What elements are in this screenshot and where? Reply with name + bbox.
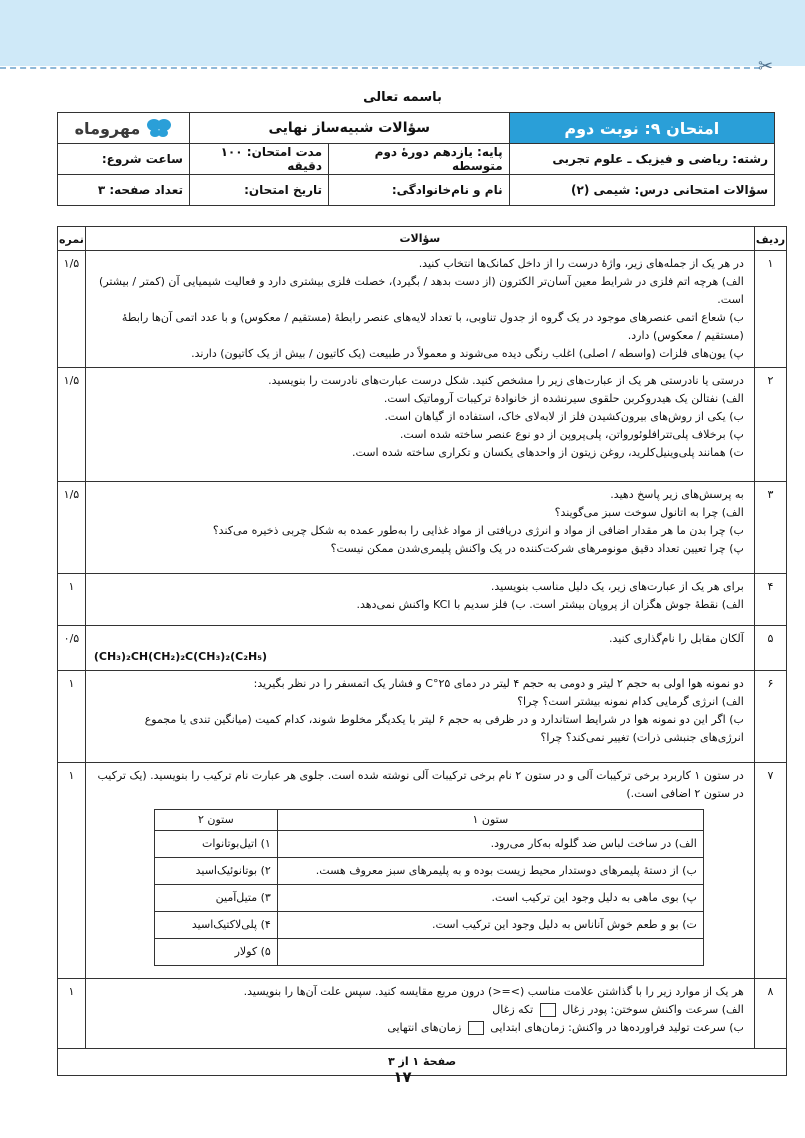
start-time: ساعت شروع: <box>58 144 190 175</box>
question-number: ۵ <box>754 626 786 671</box>
compound-item: ۵) کولار <box>154 939 277 966</box>
question-text <box>85 251 754 368</box>
question-score: ۱ <box>58 671 86 763</box>
question-text <box>85 574 754 626</box>
question-line: در ستون ۱ کاربرد برخی ترکیبات آلی و در ستون ۲ نام برخی ترکیبات آلی نوشته شده است. جلوی هر عبارت نام ترکیب را بنویسید. (یک ترکیب <box>97 769 744 782</box>
question-line: ب) یکی از روش‌های بیرون‌کشیدن فلز از لابه‌لای خاک، استفاده از گیاهان است. <box>384 410 744 423</box>
question-line: انرژی‌های جنبشی ذرات) تغییر نمی‌کند؟ چرا؟ <box>540 731 744 744</box>
question-line: در ستون ۲ اضافی است.) <box>626 787 744 800</box>
question-row <box>58 671 787 763</box>
question-row <box>58 763 787 979</box>
question-text <box>85 626 754 671</box>
usage-item: ت) بو و طعم خوش آناناس به دلیل وجود این ترکیب است. <box>277 912 703 939</box>
question-score: ۱ <box>58 574 86 626</box>
compare-b-left: ب) سرعت تولید فراورده‌ها در واکنش: زمان‌های ابتدایی <box>490 1021 744 1034</box>
top-band <box>0 0 805 66</box>
compound-item: ۲) بوتانوئیک‌اسید <box>154 858 277 885</box>
duration: مدت امتحان: ۱۰۰ دقیقه <box>189 144 328 175</box>
question-line: پ) برخلاف پلی‌تترافلوئورواتن، پلی‌پروپن از دو نوع عنصر ساخته شده است. <box>399 428 744 441</box>
usage-item: ب) از دستهٔ پلیمرهای دوستدار محیط زیست بوده و به پلیمرهای سبز معروف هست. <box>277 858 703 885</box>
question-line: برای هر یک از عبارت‌های زیر، یک دلیل مناسب بنویسید. <box>490 580 744 593</box>
compound-item: ۱) اتیل‌بوتانوات <box>154 831 277 858</box>
page-number: ۱۷ <box>393 1068 412 1086</box>
brand-name: مهروماه <box>74 118 141 138</box>
question-line: درستی یا نادرستی هر یک از عبارت‌های زیر را مشخص کنید. شکل درست عبارت‌های نادرست را بنویسید. <box>268 374 744 387</box>
question-line: (مستقیم / معکوس) دارد. <box>627 329 744 342</box>
question-score: ۱/۵ <box>58 368 86 482</box>
compare-line <box>94 1001 744 1019</box>
alkane-formula: (CH₃)₂CH(CH₂)₂C(CH₃)₂(C₂H₅) <box>93 650 268 663</box>
col-score-header: نمره <box>58 227 86 251</box>
column2-header: ستون ۲ <box>154 810 277 831</box>
question-row <box>58 979 787 1049</box>
question-number: ۸ <box>754 979 786 1049</box>
question-line: آلکان مقابل را نام‌گذاری کنید. <box>609 632 744 645</box>
question-line: به پرسش‌های زیر پاسخ دهید. <box>610 488 744 501</box>
question-line: الف) نقطهٔ جوش هگزان از پروپان بیشتر است. ب) فلز سدیم با KCl واکنش نمی‌دهد. <box>356 598 744 611</box>
page-count: تعداد صفحه: ۳ <box>58 175 190 206</box>
column1-header: ستون ۱ <box>277 810 703 831</box>
exam-date: تاریخ امتحان: <box>189 175 328 206</box>
exam-title: امتحان ۹: نوبت دوم <box>509 113 774 144</box>
cut-line <box>0 67 760 69</box>
subtitle-cell: سؤالات شبیه‌ساز نهایی <box>189 113 509 144</box>
question-line: الف) هرچه اتم فلزی در شرایط معین آسان‌تر الکترون (از دست بدهد / بگیرد)، خصلت فلزی بیشتری دارد و فعالیت شیمیایی آن (کمتر / بیشتر) است. <box>99 275 744 306</box>
question-number: ۱ <box>754 251 786 368</box>
question-line: ت) همانند پلی‌وینیل‌کلرید، روغن زیتون از واحدهای یکسان و تکراری ساخته شده است. <box>351 446 744 459</box>
question-line: دو نمونه هوا اولی به حجم ۲ لیتر و دومی به حجم ۴ لیتر در دمای ۲۵°C و فشار یک اتمسفر را در نظر بگیرید: <box>253 677 744 690</box>
compound-item: ۳) متیل‌آمین <box>154 885 277 912</box>
basmeh-heading: باسمه تعالی <box>363 90 442 105</box>
answer-box[interactable] <box>468 1021 484 1035</box>
compare-a-left: الف) سرعت واکنش سوختن: پودر زغال <box>562 1003 744 1016</box>
scissors-icon: ✂ <box>758 56 774 77</box>
compare-a-right: تکه زغال <box>492 1003 534 1016</box>
question-score: ۱/۵ <box>58 251 86 368</box>
usage-item: الف) در ساخت لباس ضد گلوله به‌کار می‌رود. <box>277 831 703 858</box>
usage-item <box>277 939 703 966</box>
question-score: ۱ <box>58 979 86 1049</box>
question-score: ۱/۵ <box>58 482 86 574</box>
question-number: ۲ <box>754 368 786 482</box>
question-number: ۴ <box>754 574 786 626</box>
question-line: الف) نفتالن یک هیدروکربن حلقوی سیرنشده از خانوادهٔ ترکیبات آروماتیک است. <box>383 392 744 405</box>
compare-line <box>94 1019 744 1037</box>
question-score: ۱ <box>58 763 86 979</box>
logo-cell <box>58 113 190 144</box>
col-questions-header: سؤالات <box>85 227 754 251</box>
compare-b-right: زمان‌های انتهایی <box>387 1021 462 1034</box>
question-number: ۶ <box>754 671 786 763</box>
question-text <box>85 979 754 1049</box>
exam-info-table <box>57 112 775 206</box>
question-row <box>58 574 787 626</box>
page-footer: صفحهٔ ۱ از ۳ <box>58 1049 787 1076</box>
matching-table <box>154 809 704 966</box>
question-text <box>85 671 754 763</box>
question-line: ب) اگر این دو نمونه هوا در شرایط استاندارد و در ظرفی به حجم ۶ لیتر با یکدیگر مخلوط شوند، کدام کمیت (میانگین تندی یا مجموع <box>144 713 744 726</box>
question-number: ۷ <box>754 763 786 979</box>
question-row <box>58 626 787 671</box>
question-line: پ) چرا تعیین تعداد دقیق مونومرهای شرکت‌کننده در یک واکنش پلیمری‌شدن ممکن نیست؟ <box>330 542 744 555</box>
answer-box[interactable] <box>540 1003 556 1017</box>
question-row <box>58 482 787 574</box>
questions-table <box>57 226 787 1076</box>
student-name: نام و نام‌خانوادگی: <box>329 175 510 206</box>
usage-item: پ) بوی ماهی به دلیل وجود این ترکیب است. <box>277 885 703 912</box>
butterfly-icon <box>146 117 172 139</box>
question-line: الف) چرا به اتانول سوخت سبز می‌گویند؟ <box>554 506 744 519</box>
brand-logo <box>75 117 173 139</box>
question-text <box>85 763 754 979</box>
question-number: ۳ <box>754 482 786 574</box>
question-score: ۰/۵ <box>58 626 86 671</box>
field: رشته: ریاضی و فیزیک ـ علوم تجربی <box>509 144 774 175</box>
col-row-header: ردیف <box>754 227 786 251</box>
question-text <box>85 368 754 482</box>
question-line: در هر یک از جمله‌های زیر، واژهٔ درست را از داخل کمانک‌ها انتخاب کنید. <box>418 257 744 270</box>
question-row <box>58 368 787 482</box>
question-row <box>58 251 787 368</box>
question-text <box>85 482 754 574</box>
course: سؤالات امتحانی درس: شیمی (۲) <box>509 175 774 206</box>
question-line: ب) چرا بدن ما هر مقدار اضافی از مواد و انرژی دریافتی از مواد غذایی را به‌طور عمده به شکل چربی ذخیره می‌کند؟ <box>212 524 744 537</box>
question-line: ب) شعاع اتمی عنصرهای موجود در یک گروه از جدول تناوبی، با تعداد لایه‌های عنصر رابطهٔ (مستقیم / معکوس) و با عدد اتمی آن‌ها رابطهٔ <box>121 311 744 324</box>
question-line: پ) یون‌های فلزات (واسطه / اصلی) اغلب رنگی دیده می‌شوند و معمولاً در طبیعت (یک کاتیون / بیش از یک کاتیون) دارند. <box>191 347 744 360</box>
question-line: هر یک از موارد زیر را با گذاشتن علامت مناسب (>=<) درون مربع مقایسه کنید. سپس علت آن‌ها را بنویسید. <box>243 985 744 998</box>
compound-item: ۴) پلی‌لاکتیک‌اسید <box>154 912 277 939</box>
grade: پایه: یازدهم دورهٔ دوم متوسطه <box>329 144 510 175</box>
question-line: الف) انرژی گرمایی کدام نمونه بیشتر است؟ چرا؟ <box>517 695 744 708</box>
table-header <box>58 227 787 251</box>
